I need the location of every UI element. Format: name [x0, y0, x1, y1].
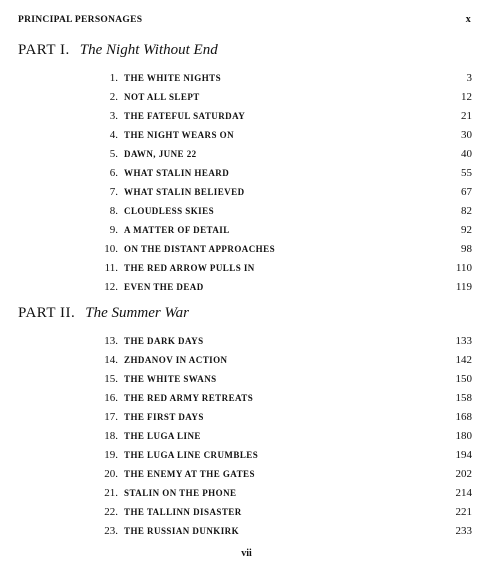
toc-entry [88, 186, 472, 204]
chapter-page: 180 [455, 430, 472, 442]
chapter-page: 158 [455, 392, 472, 404]
chapter-title: THE RED ARMY RETREATS [124, 393, 254, 403]
chapter-page: 30 [461, 129, 472, 141]
chapter-title: A MATTER OF DETAIL [124, 225, 230, 235]
chapter-number: 16. [104, 392, 118, 404]
chapter-number: 17. [104, 411, 118, 423]
chapter-number: 14. [104, 354, 118, 366]
toc-entry [88, 411, 472, 429]
chapter-page: 12 [461, 91, 472, 103]
chapter-number: 9. [109, 224, 118, 236]
chapter-page: 233 [455, 525, 472, 537]
chapter-number: 13. [104, 335, 118, 347]
toc-entry [88, 335, 472, 353]
chapter-page: 40 [461, 148, 472, 160]
chapter-title: ZHDANOV IN ACTION [124, 355, 228, 365]
chapter-number: 10. [104, 243, 118, 255]
chapter-page: 142 [455, 354, 472, 366]
part-number: PART II. [18, 305, 76, 321]
toc-entry [88, 262, 472, 280]
chapter-page: 21 [461, 110, 472, 122]
toc-entry [88, 487, 472, 505]
chapter-number: 21. [104, 487, 118, 499]
chapter-page: 150 [455, 373, 472, 385]
chapter-number: 6. [109, 167, 118, 179]
chapter-page: 92 [461, 224, 472, 236]
chapter-title: THE WHITE NIGHTS [124, 73, 222, 83]
part-title: The Summer War [85, 305, 189, 321]
chapter-page: 55 [461, 167, 472, 179]
chapter-title: THE FATEFUL SATURDAY [124, 111, 246, 121]
chapter-number: 18. [104, 430, 118, 442]
chapter-title: WHAT STALIN BELIEVED [124, 187, 245, 197]
chapter-number: 19. [104, 449, 118, 461]
chapter-number: 15. [104, 373, 118, 385]
chapter-title: ON THE DISTANT APPROACHES [124, 244, 276, 254]
chapter-page: 168 [455, 411, 472, 423]
chapter-page: 3 [466, 72, 472, 84]
toc-entry [88, 373, 472, 391]
chapter-title: THE RED ARROW PULLS IN [124, 263, 255, 273]
part-number: PART I. [18, 42, 70, 58]
part-heading-1 [18, 42, 218, 59]
chapter-page: 221 [455, 506, 472, 518]
chapter-title: THE LUGA LINE CRUMBLES [124, 450, 259, 460]
chapter-page: 119 [455, 281, 472, 293]
chapter-page: 67 [461, 186, 472, 198]
toc-entry [88, 110, 472, 128]
chapter-number: 7. [109, 186, 118, 198]
header-page-number: x [465, 14, 471, 25]
chapter-number: 4. [109, 129, 118, 141]
chapter-page: 202 [455, 468, 472, 480]
chapter-number: 5. [109, 148, 118, 160]
chapter-title: NOT ALL SLEPT [124, 92, 200, 102]
toc-entry [88, 430, 472, 448]
chapter-page: 194 [455, 449, 472, 461]
chapter-page: 133 [455, 335, 472, 347]
toc-entry [88, 468, 472, 486]
toc-entry [88, 281, 472, 299]
chapter-page: 110 [455, 262, 472, 274]
toc-entry [88, 506, 472, 524]
chapter-title: THE TALLINN DISASTER [124, 507, 242, 517]
toc-entry [88, 392, 472, 410]
chapter-number: 11. [104, 262, 118, 274]
toc-entry [88, 243, 472, 261]
toc-entry [88, 129, 472, 147]
chapter-number: 8. [109, 205, 118, 217]
part-heading-2 [18, 305, 189, 322]
chapter-title: WHAT STALIN HEARD [124, 168, 230, 178]
chapter-title: CLOUDLESS SKIES [124, 206, 215, 216]
chapter-number: 3. [109, 110, 118, 122]
chapter-title: DAWN, JUNE 22 [124, 149, 197, 159]
chapter-page: 98 [461, 243, 472, 255]
chapter-number: 2. [109, 91, 118, 103]
chapter-title: THE LUGA LINE [124, 431, 201, 441]
chapter-title: THE DARK DAYS [124, 336, 204, 346]
chapter-page: 82 [461, 205, 472, 217]
chapter-title: EVEN THE DEAD [124, 282, 204, 292]
chapter-title: THE RUSSIAN DUNKIRK [124, 526, 240, 536]
chapter-number: 1. [109, 72, 118, 84]
chapter-number: 12. [104, 281, 118, 293]
chapter-number: 23. [104, 525, 118, 537]
toc-entry [88, 449, 472, 467]
chapter-title: THE ENEMY AT THE GATES [124, 469, 255, 479]
toc-entry [88, 205, 472, 223]
chapter-number: 22. [104, 506, 118, 518]
chapter-title: THE NIGHT WEARS ON [124, 130, 235, 140]
header-line [18, 14, 471, 25]
toc-entry [88, 525, 472, 543]
header-entry: PRINCIPAL PERSONAGES [18, 15, 143, 25]
toc-entry [88, 72, 472, 90]
toc-entry [88, 354, 472, 372]
chapter-page: 214 [455, 487, 472, 499]
part-title: The Night Without End [79, 42, 218, 58]
chapter-title: THE FIRST DAYS [124, 412, 204, 422]
toc-entry [88, 91, 472, 109]
chapter-title: THE WHITE SWANS [124, 374, 217, 384]
toc-entry [88, 148, 472, 166]
chapter-number: 20. [104, 468, 118, 480]
chapter-title: STALIN ON THE PHONE [124, 488, 237, 498]
toc-entry [88, 224, 472, 242]
toc-entry [88, 167, 472, 185]
page-number: vii [241, 548, 252, 559]
